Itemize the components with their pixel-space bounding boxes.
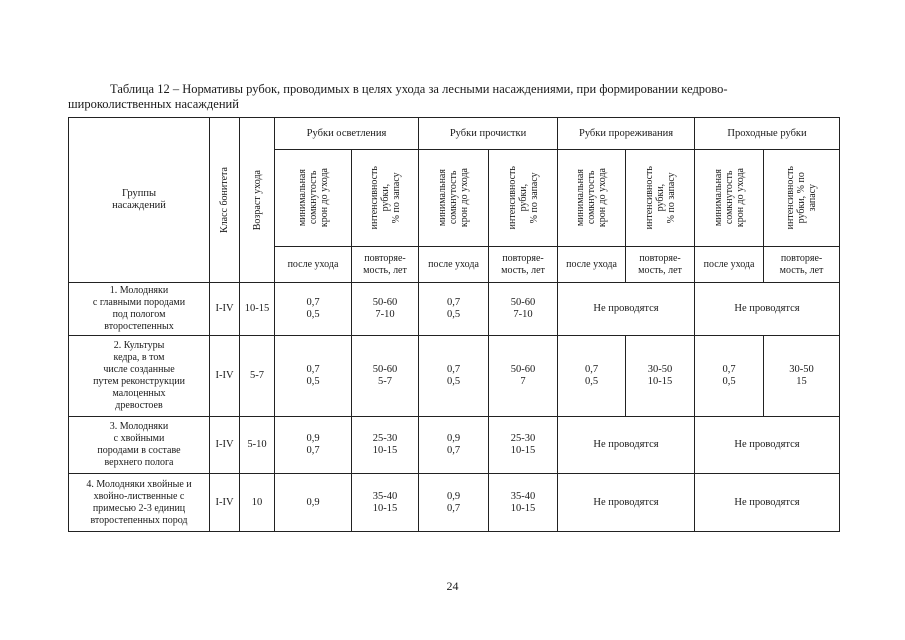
header-prorezhivanie: Рубки прореживания — [558, 118, 695, 150]
pro-intensity-cell: 35-40 10-15 — [489, 474, 558, 532]
header-groups — [69, 118, 210, 283]
header-age — [240, 118, 275, 283]
prohodnye-not-applied: Не проводятся — [695, 417, 840, 474]
header-site-class — [210, 118, 240, 283]
header-osv-density: минимальная сомкнутость крон до ухода — [275, 150, 352, 247]
prohodnye-not-applied: Не проводятся — [695, 283, 840, 336]
header-osvetlenie: Рубки осветления — [275, 118, 419, 150]
prorezhivanie-not-applied: Не проводятся — [558, 283, 695, 336]
hod-intensity-cell: 30-50 15 — [764, 336, 840, 417]
site-class-cell: I-IV — [210, 283, 240, 336]
header-hod-repeat: повторяе- мость, лет — [764, 247, 840, 283]
header-prochistka: Рубки прочистки — [419, 118, 558, 150]
prorezhivanie-not-applied: Не проводятся — [558, 417, 695, 474]
caption-line-1: Таблица 12 – Нормативы рубок, проводимых в целях ухода за лесными насаждениями, при формировании кедрово- — [110, 82, 728, 96]
hod-density-cell: 0,7 0,5 — [695, 336, 764, 417]
header-rez-intensity: интенсивность рубки, % по запасу — [626, 150, 695, 247]
header-pro-intensity: интенсивность рубки, % по запасу — [489, 150, 558, 247]
pro-intensity-cell: 50-60 7-10 — [489, 283, 558, 336]
osv-density-cell: 0,7 0,5 — [275, 336, 352, 417]
table-row — [69, 417, 840, 474]
header-osv-intensity: интенсивность рубки, % по запасу — [352, 150, 419, 247]
header-hod-density: минимальная сомкнутость крон до ухода — [695, 150, 764, 247]
header-rez-density: минимальная сомкнутость крон до ухода — [558, 150, 626, 247]
header-hod-after: после ухода — [695, 247, 764, 283]
header-rez-after: после ухода — [558, 247, 626, 283]
pro-density-cell: 0,9 0,7 — [419, 417, 489, 474]
norms-table — [68, 117, 840, 532]
table-row — [69, 283, 840, 336]
osv-intensity-cell: 50-60 5-7 — [352, 336, 419, 417]
header-groups-label: Группы насаждений — [112, 188, 166, 211]
age-cell: 5-10 — [240, 417, 275, 474]
header-osv-repeat: повторяе- мость, лет — [352, 247, 419, 283]
age-cell: 10-15 — [240, 283, 275, 336]
group-cell: 1. Молодняки с главными породами под пологом второстепенных — [69, 283, 210, 336]
table-row — [69, 474, 840, 532]
site-class-cell: I-IV — [210, 336, 240, 417]
header-site-class-label: Класс бонитета — [219, 166, 230, 233]
header-age-label: Возраст ухода — [251, 169, 263, 231]
table-row — [69, 336, 840, 417]
header-pro-repeat: повторяе- мость, лет — [489, 247, 558, 283]
pro-density-cell: 0,7 0,5 — [419, 283, 489, 336]
header-pro-density: минимальная сомкнутость крон до ухода — [419, 150, 489, 247]
header-prohodnye: Проходные рубки — [695, 118, 840, 150]
prohodnye-not-applied: Не проводятся — [695, 474, 840, 532]
group-cell: 4. Молодняки хвойные и хвойно-лиственные с примесью 2-3 единиц второстепенных пород — [69, 474, 210, 532]
header-osv-after: после ухода — [275, 247, 352, 283]
osv-intensity-cell: 50-60 7-10 — [352, 283, 419, 336]
header-pro-after: после ухода — [419, 247, 489, 283]
prorezhivanie-not-applied: Не проводятся — [558, 474, 695, 532]
age-cell: 10 — [240, 474, 275, 532]
page-number: 24 — [446, 579, 459, 593]
site-class-cell: I-IV — [210, 474, 240, 532]
pro-density-cell: 0,9 0,7 — [419, 474, 489, 532]
osv-intensity-cell: 25-30 10-15 — [352, 417, 419, 474]
header-rez-repeat: повторяе- мость, лет — [626, 247, 695, 283]
osv-density-cell: 0,9 0,7 — [275, 417, 352, 474]
pro-intensity-cell: 25-30 10-15 — [489, 417, 558, 474]
group-cell: 3. Молодняки с хвойными породами в составе верхнего полога — [69, 417, 210, 474]
age-cell: 5-7 — [240, 336, 275, 417]
group-cell: 2. Культуры кедра, в том числе созданные путем реконструкции малоценных древостоев — [69, 336, 210, 417]
header-hod-intensity: интенсивность рубки, % по запасу — [764, 150, 840, 247]
site-class-cell: I-IV — [210, 417, 240, 474]
osv-density-cell: 0,7 0,5 — [275, 283, 352, 336]
osv-density-cell: 0,9 — [275, 474, 352, 532]
rez-density-cell: 0,7 0,5 — [558, 336, 626, 417]
rez-intensity-cell: 30-50 10-15 — [626, 336, 695, 417]
caption-line-2: широколиственных насаждений — [68, 97, 239, 111]
osv-intensity-cell: 35-40 10-15 — [352, 474, 419, 532]
header-row-cut-types — [69, 118, 840, 150]
pro-intensity-cell: 50-60 7 — [489, 336, 558, 417]
table-caption — [68, 82, 838, 112]
pro-density-cell: 0,7 0,5 — [419, 336, 489, 417]
